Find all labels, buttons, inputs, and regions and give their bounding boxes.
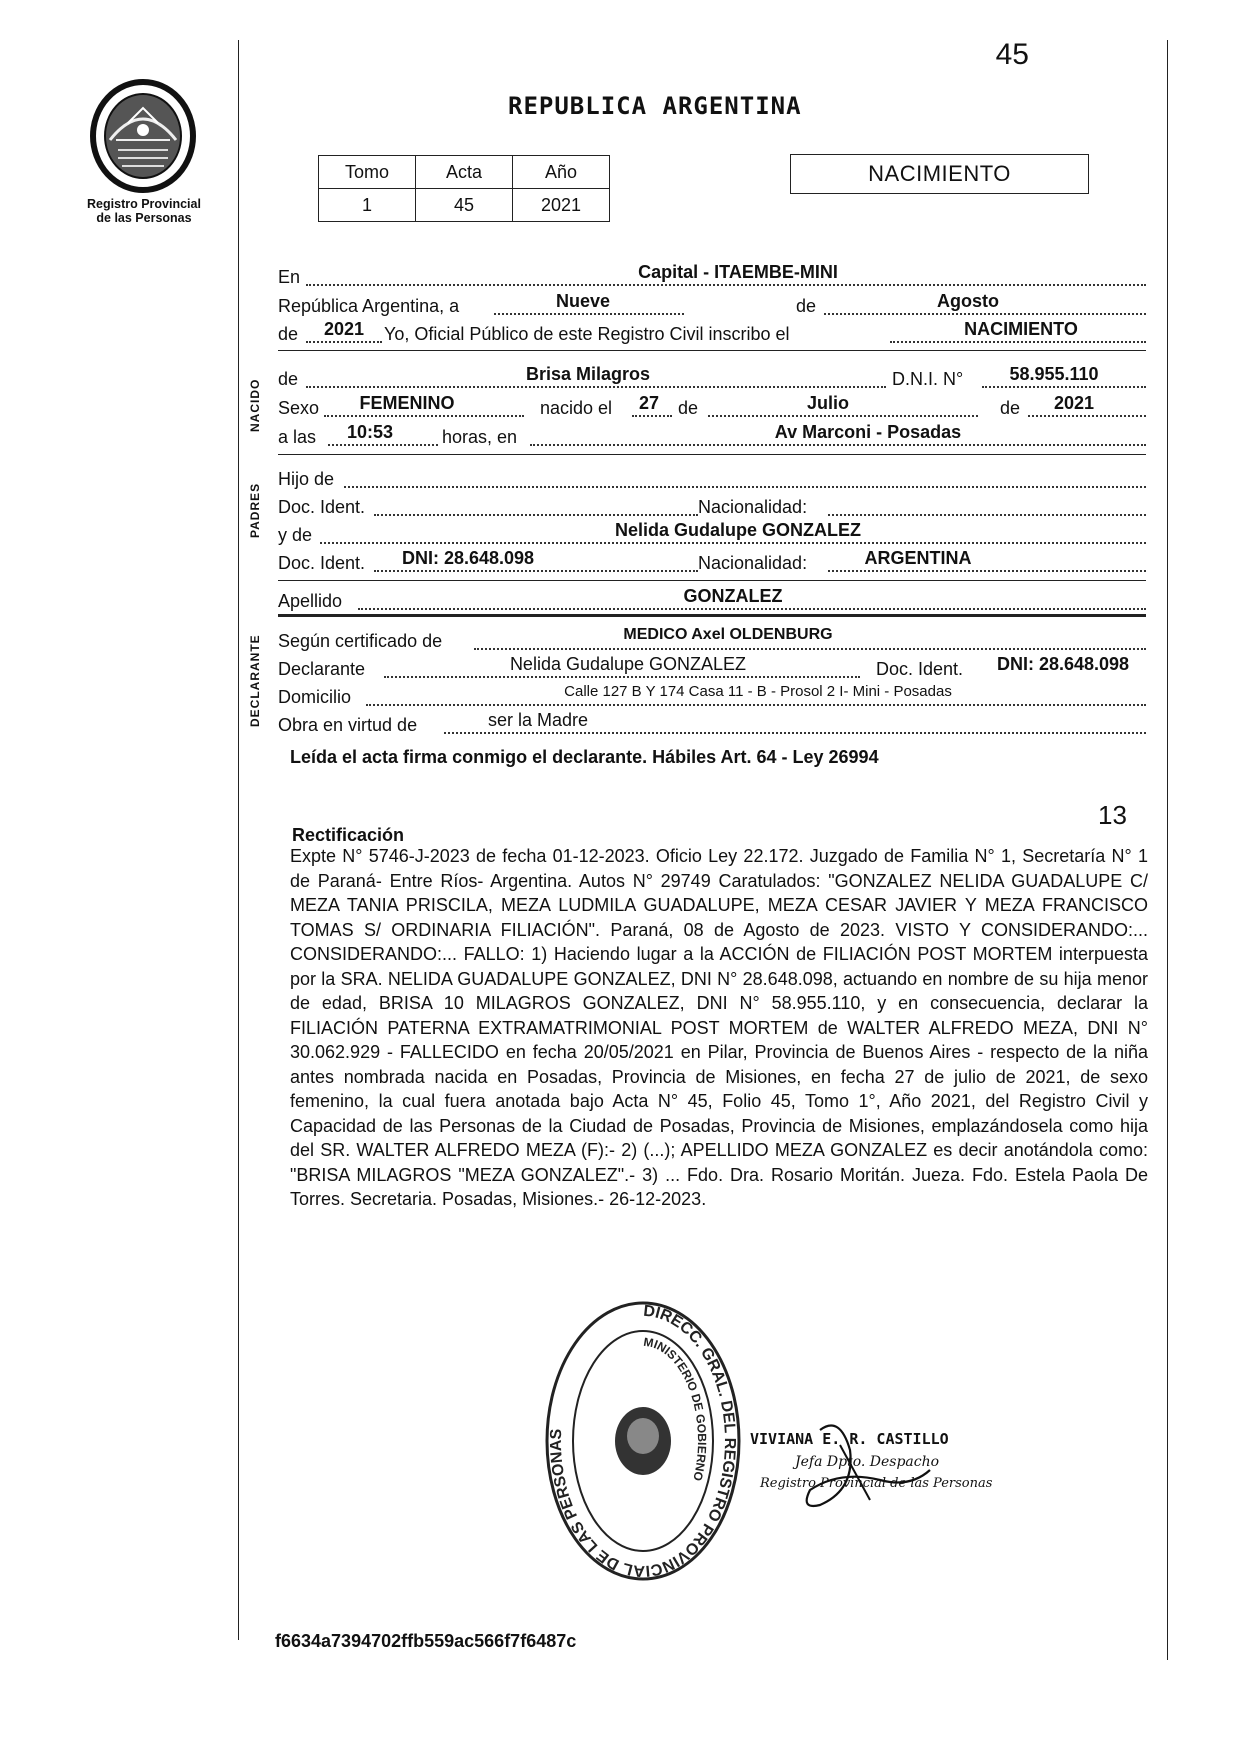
logo-caption-line1: Registro Provincial bbox=[87, 197, 201, 211]
dotted-line bbox=[530, 444, 1146, 446]
form-row-doc-padre bbox=[278, 492, 1146, 518]
form-row-inscripcion bbox=[278, 319, 1146, 345]
dotted-line bbox=[320, 542, 1146, 544]
label-obra: Obra en virtud de bbox=[278, 715, 418, 735]
form-row-obra bbox=[278, 710, 1146, 736]
section-label-padres: PADRES bbox=[248, 482, 262, 538]
dotted-line bbox=[982, 386, 1146, 388]
form-row-domicilio bbox=[278, 682, 1146, 708]
label-de: de bbox=[796, 296, 817, 316]
label-nacido-el: nacido el bbox=[540, 398, 613, 418]
label-domicilio: Domicilio bbox=[278, 687, 352, 707]
official-seal-stamp bbox=[538, 1296, 748, 1586]
value-madre-doc: DNI: 28.648.098 bbox=[401, 548, 535, 568]
label-doc-ident: Doc. Ident. bbox=[278, 497, 366, 517]
dotted-line bbox=[824, 313, 1146, 315]
logo-caption bbox=[70, 197, 218, 225]
value-sexo: FEMENINO bbox=[359, 393, 455, 413]
rectificacion-body: Expte N° 5746-J-2023 de fecha 01-12-2023. Oficio Ley 22.172. Juzgado de Familia N° 1, Secretaría N° 1 de Paraná- Entre Ríos- Argentina. Autos N° 29749 Caratulados: "GONZALEZ NELIDA GUADALUPE C/ MEZA TANIA PRISCILA, MEZA LUDMILA GUADALUPE, MEZA CESAR JAVIER Y MEZA FRANCISCO TOMAS S/ ORDINARIA FILIACIÓN". Paraná, 08 de Agosto de 2023. VISTO Y CONSIDERANDO:... CONSIDERANDO:... FALLO: 1) Haciendo lugar a la ACCIÓN de FILIACIÓN POST MORTEM interpuesta por la SRA. NELIDA GUADALUPE GONZALEZ, DNI N° 28.648.098, actuando en nombre de su hija menor de edad, BRISA 10 MILAGROS GONZALEZ, DNI N° 58.955.110, y en consecuencia, declarar la FILIACIÓN PATERNA EXTRAMATRIMONIAL POST MORTEM de WALTER ALFREDO MEZA, DNI N° 30.062.929 - FALLECIDO en fecha 20/05/2021 en Pilar, Provincia de Buenos Aires - respecto de la niña antes nombrada nacida en Posadas, Provincia de Misiones, en fecha 27 de julio de 2021, de sexo femenino, la cual fuera anotada bajo Acta N° 45, Folio 45, Tomo 1°, Año 2021, del Registro Civil y Capacidad de las Personas de la Ciudad de Posadas, Provincia de Misiones, emplazándosela como hija del SR. WALTER ALFREDO MEZA (F):- 2) (...); APELLIDO MEZA GONZALEZ es decir anotándola como: "BRISA MILAGROS "MEZA GONZALEZ".- 3) ... Fdo. Dra. Rosario Moritán. Jueza. Fdo. Estela Paola De Torres. Secretaria. Posadas, Misiones.- 26-12-2023. bbox=[290, 846, 1148, 1209]
label-de: de bbox=[1000, 398, 1021, 418]
registry-value-row bbox=[319, 189, 610, 222]
dotted-line bbox=[632, 415, 672, 417]
value-madre: Nelida Gudalupe GONZALEZ bbox=[614, 520, 861, 540]
value-declarante: Nelida Gudalupe GONZALEZ bbox=[509, 654, 747, 674]
form-row-lugar bbox=[278, 262, 1146, 288]
dotted-line bbox=[474, 648, 1146, 650]
registry-table bbox=[318, 155, 610, 222]
value-lugar-nacimiento: Av Marconi - Posadas bbox=[774, 422, 962, 442]
label-nacionalidad: Nacionalidad: bbox=[698, 497, 808, 517]
form-row-nombre bbox=[278, 364, 1146, 390]
form-row-certificado bbox=[278, 626, 1146, 652]
registry-value-acta: 45 bbox=[416, 189, 513, 222]
signature-org: Registro Provincial de las Personas bbox=[760, 1476, 993, 1491]
value-nac-mes: Julio bbox=[806, 393, 849, 413]
provincial-emblem-logo bbox=[88, 78, 198, 193]
registry-value-tomo: 1 bbox=[319, 189, 416, 222]
label-nacionalidad: Nacionalidad: bbox=[698, 553, 808, 573]
value-nac-anio: 2021 bbox=[1053, 393, 1095, 413]
label-y-de: y de bbox=[278, 525, 313, 545]
dotted-line bbox=[374, 570, 698, 572]
value-dni: 58.955.110 bbox=[1009, 364, 1099, 384]
label-segun-certificado: Según certificado de bbox=[278, 631, 443, 651]
label-a-las: a las bbox=[278, 427, 317, 447]
left-margin-line bbox=[238, 40, 239, 1640]
dotted-line bbox=[306, 341, 382, 343]
folio-number: 13 bbox=[1098, 800, 1127, 830]
label-en: En bbox=[278, 267, 301, 287]
value-mes: Agosto bbox=[937, 291, 999, 311]
dotted-line bbox=[328, 444, 438, 446]
dotted-line bbox=[374, 514, 698, 516]
value-certificado: MEDICO Axel OLDENBURG bbox=[623, 626, 833, 643]
label-doc-ident-declarante: Doc. Ident. bbox=[876, 659, 964, 679]
registry-header-row bbox=[319, 156, 610, 189]
dotted-line bbox=[306, 284, 1146, 286]
registry-header-tomo: Tomo bbox=[319, 156, 416, 189]
dotted-line bbox=[444, 732, 1146, 734]
registry-value-anio: 2021 bbox=[513, 189, 610, 222]
form-row-hora bbox=[278, 422, 1146, 448]
form-row-fecha bbox=[278, 291, 1146, 317]
form-row-sexo bbox=[278, 393, 1146, 419]
handwritten-signature-stroke bbox=[780, 1410, 960, 1520]
section-label-declarante: DECLARANTE bbox=[248, 634, 262, 727]
value-domicilio: Calle 127 B Y 174 Casa 11 - B - Prosol 2 I- Mini - Posadas bbox=[564, 683, 952, 700]
label-de: de bbox=[278, 369, 299, 389]
form-row-doc-madre bbox=[278, 548, 1146, 574]
value-madre-nacionalidad: ARGENTINA bbox=[864, 548, 972, 568]
form-row-hijo-de bbox=[278, 464, 1146, 490]
section-label-nacido: NACIDO bbox=[248, 378, 262, 432]
section-rule bbox=[278, 580, 1146, 581]
form-row-declarante bbox=[278, 654, 1146, 680]
value-hora: 10:53 bbox=[346, 422, 394, 442]
label-sexo: Sexo bbox=[278, 398, 320, 418]
label-dni: D.N.I. N° bbox=[892, 369, 964, 389]
value-apellido: GONZALEZ bbox=[683, 586, 783, 606]
label-republica: República Argentina, a bbox=[278, 296, 460, 316]
rectificacion-title: Rectificación bbox=[292, 825, 405, 845]
value-anio: 2021 bbox=[323, 319, 365, 339]
document-hash: f6634a7394702ffb559ac566f7f6487c bbox=[275, 1631, 577, 1651]
section-rule bbox=[278, 454, 1146, 455]
seal-inner-text: MINISTERIO DE GOBIERNO bbox=[642, 1334, 710, 1483]
dotted-line bbox=[366, 704, 1146, 706]
right-margin-line bbox=[1167, 40, 1168, 1660]
dotted-line bbox=[494, 313, 684, 315]
acta-type-box: NACIMIENTO bbox=[790, 154, 1089, 194]
label-de: de bbox=[678, 398, 699, 418]
dotted-line bbox=[324, 415, 524, 417]
registry-header-acta: Acta bbox=[416, 156, 513, 189]
signature-block bbox=[740, 1410, 1020, 1530]
value-declarante-doc: DNI: 28.648.098 bbox=[996, 654, 1130, 674]
dotted-line bbox=[828, 514, 1146, 516]
dotted-line bbox=[890, 341, 1146, 343]
section-rule-double bbox=[278, 614, 1146, 617]
dotted-line bbox=[306, 386, 886, 388]
label-hijo-de: Hijo de bbox=[278, 469, 335, 489]
section-rule bbox=[278, 350, 1146, 351]
signature-name: VIVIANA E. R. CASTILLO bbox=[750, 1430, 949, 1448]
value-obra: ser la Madre bbox=[487, 710, 589, 730]
signature-role: Jefa Dpto. Despacho bbox=[795, 1454, 940, 1470]
label-horas-en: horas, en bbox=[442, 427, 518, 447]
dotted-line bbox=[344, 486, 1146, 488]
firma-statement: Leída el acta firma conmigo el declarante. Hábiles Art. 64 - Ley 26994 bbox=[290, 747, 879, 767]
value-dia: Nueve bbox=[555, 291, 611, 311]
dotted-line bbox=[384, 676, 860, 678]
label-doc-ident: Doc. Ident. bbox=[278, 553, 366, 573]
dotted-line bbox=[1028, 415, 1146, 417]
document-title: REPUBLICA ARGENTINA bbox=[508, 92, 802, 120]
seal-outer-text: DIRECC. GRAL. DEL REGISTRO PROVINCIAL DE LAS PERSONAS bbox=[547, 1302, 739, 1580]
value-lugar: Capital - ITAEMBE-MINI bbox=[638, 262, 838, 282]
label-declarante: Declarante bbox=[278, 659, 366, 679]
logo-caption-line2: de las Personas bbox=[96, 211, 192, 225]
form-row-apellido bbox=[278, 586, 1146, 612]
dotted-line bbox=[828, 570, 1146, 572]
form-row-madre bbox=[278, 520, 1146, 546]
dotted-line bbox=[708, 415, 978, 417]
value-inscripcion: NACIMIENTO bbox=[964, 319, 1078, 339]
value-nombre: Brisa Milagros bbox=[525, 364, 651, 384]
label-oficial: Yo, Oficial Público de este Registro Civil inscribo el bbox=[384, 324, 790, 344]
registry-header-anio: Año bbox=[513, 156, 610, 189]
label-de: de bbox=[278, 324, 299, 344]
dotted-line bbox=[358, 608, 1146, 610]
label-apellido: Apellido bbox=[278, 591, 343, 611]
page-number: 45 bbox=[995, 38, 1029, 71]
value-nac-dia: 27 bbox=[638, 393, 660, 413]
